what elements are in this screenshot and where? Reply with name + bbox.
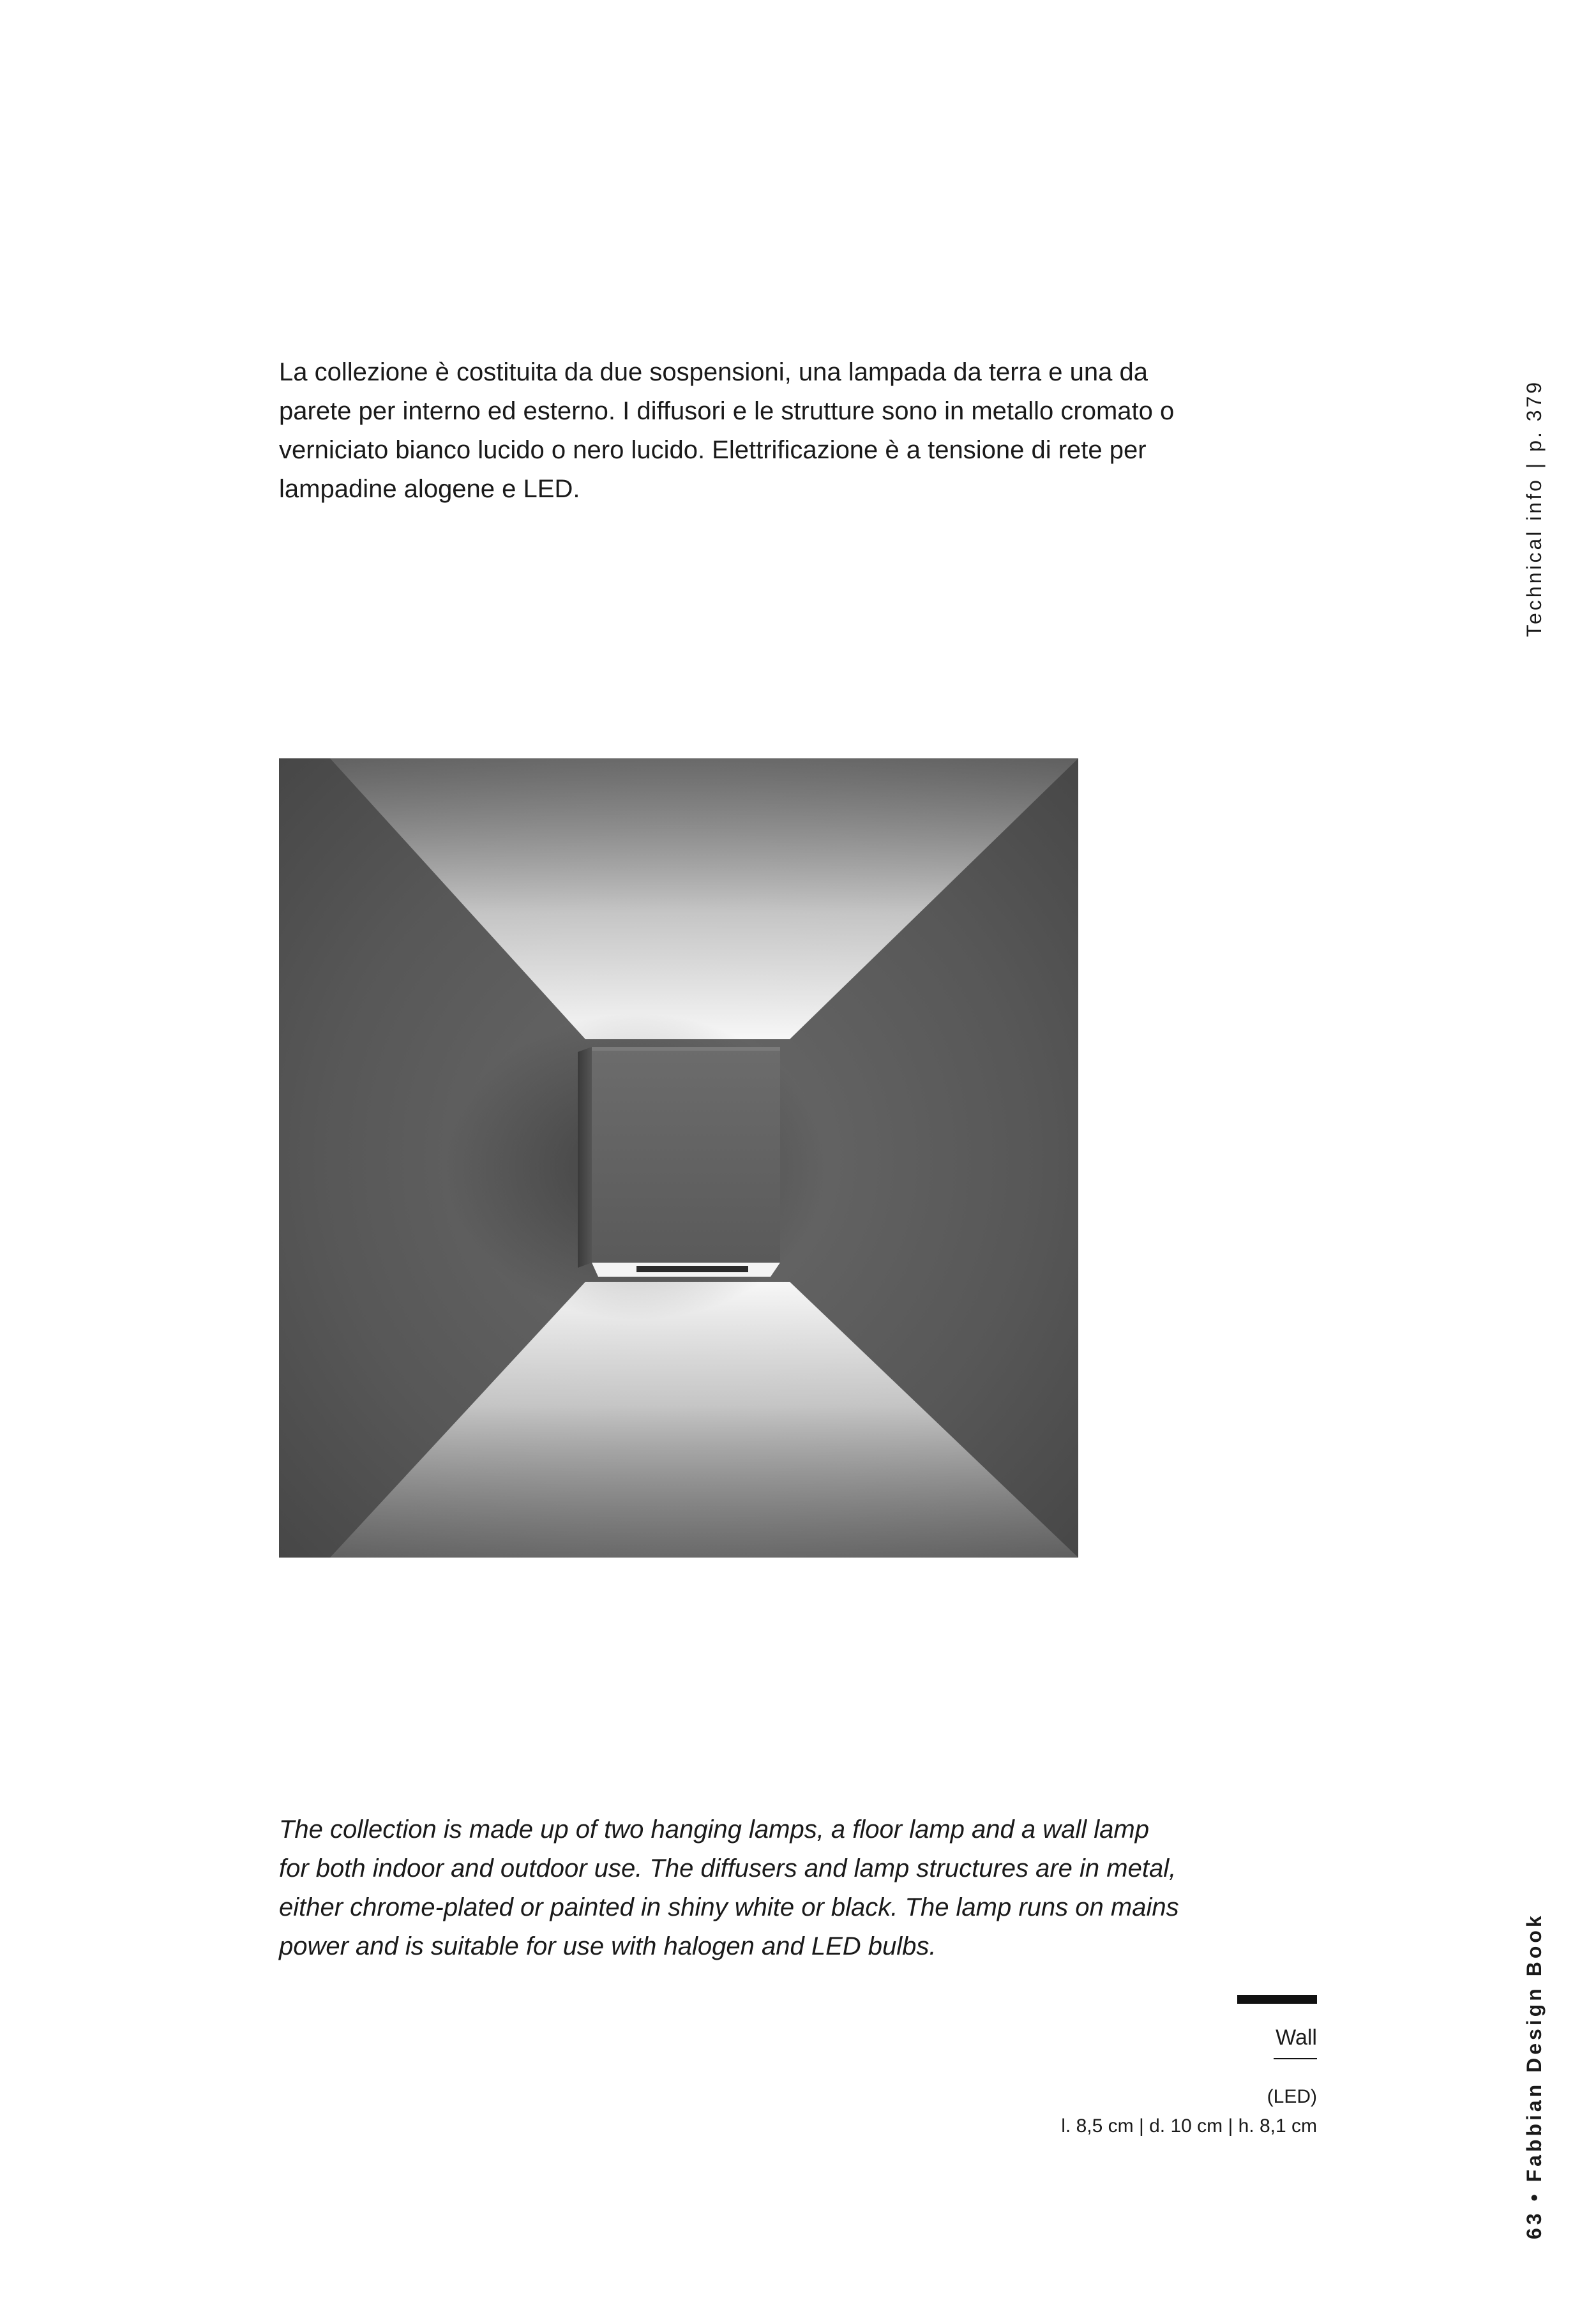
technical-info-label: Technical info <box>1523 477 1546 637</box>
intro-italian: La collezione è costituita da due sospensioni, una lampada da terra e una da parete per interno ed esterno. I diffusori e le strutture sono in metallo cromato o verniciato bianco lucido o nero lucido. Elettrificazione è a tensione di rete per lampadine alogene e LED. <box>279 358 1175 503</box>
bullet-separator: • <box>1523 2191 1546 2202</box>
spec-accent-bar <box>1237 1995 1317 2004</box>
spec-model-name: Wall <box>1276 2025 1317 2050</box>
book-title: Fabbian Design Book <box>1523 1912 1546 2183</box>
page-number: 63 <box>1523 2210 1546 2239</box>
side-separator: | <box>1523 460 1546 469</box>
spec-divider <box>1274 2058 1317 2059</box>
intro-english: The collection is made up of two hanging lamps, a floor lamp and a wall lamp for both indoor and outdoor use. The diffusers and lamp structures are in metal, either chrome-plated or painted in shiny white or black. The lamp runs on mains power and is suitable for use with halogen and LED bulbs. <box>279 1815 1179 1960</box>
product-photo <box>279 758 1078 1558</box>
spec-light-type: (LED) <box>1267 2086 1317 2107</box>
spec-dimensions: l. 8,5 cm | d. 10 cm | h. 8,1 cm <box>1061 2115 1317 2137</box>
page-reference: p. 379 <box>1523 379 1546 452</box>
wall-lamp-illustration <box>279 758 1078 1558</box>
